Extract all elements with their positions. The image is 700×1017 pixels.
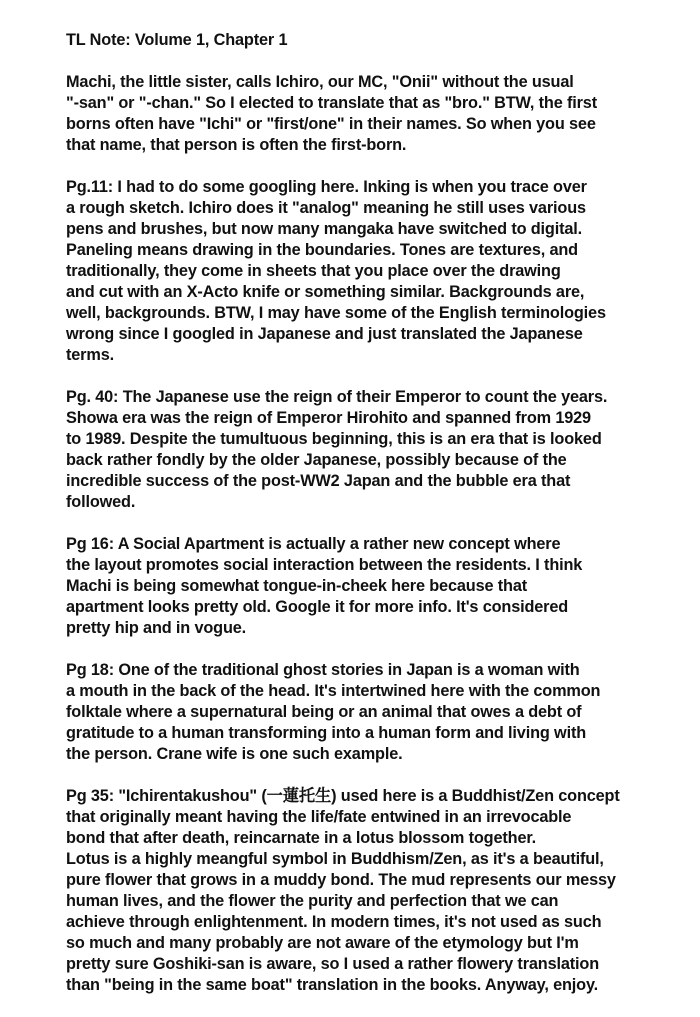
text-line: pens and brushes, but now many mangaka have switched to digital. (66, 220, 583, 238)
text-line: Paneling means drawing in the boundaries. Tones are textures, and (66, 241, 578, 259)
text-line: apartment looks pretty old. Google it for more info. It's considered (66, 598, 569, 616)
text-line: human lives, and the flower the purity and perfection that we can (66, 892, 559, 910)
text-line: terms. (66, 346, 114, 364)
text-line: pure flower that grows in a muddy bond. The mud represents our messy (66, 871, 616, 889)
note-paragraph-pg16 (66, 534, 686, 639)
text-line: well, backgrounds. BTW, I may have some of the English terminologies (66, 304, 606, 322)
text-line: Lotus is a highly meangful symbol in Buddhism/Zen, as it's a beautiful, (66, 850, 604, 868)
text-line: a mouth in the back of the head. It's intertwined here with the common (66, 682, 601, 700)
text-line: pretty hip and in vogue. (66, 619, 247, 637)
text-line: a rough sketch. Ichiro does it "analog" meaning he still uses various (66, 199, 586, 217)
text-line: to 1989. Despite the tumultuous beginning, this is an era that is looked (66, 430, 602, 448)
text-line: the layout promotes social interaction between the residents. I think (66, 556, 583, 574)
text-line: followed. (66, 493, 136, 511)
text-line: Pg 16: A Social Apartment is actually a rather new concept where (66, 535, 561, 553)
note-paragraph-pg35 (66, 786, 686, 996)
note-paragraph-pg11 (66, 177, 686, 366)
text-line: gratitude to a human transforming into a human form and living with (66, 724, 587, 742)
note-paragraph-pg40 (66, 387, 686, 513)
text-line: Pg 35: "Ichirentakushou" (一蓮托生) used here is a Buddhist/Zen concept (66, 787, 620, 805)
text-line: Machi, the little sister, calls Ichiro, our MC, "Onii" without the usual (66, 73, 574, 91)
note-paragraph-pg18 (66, 660, 686, 765)
text-line: so much and many probably are not aware of the etymology but I'm (66, 934, 579, 952)
text-line: Pg.11: I had to do some googling here. Inking is when you trace over (66, 178, 587, 196)
text-line: incredible success of the post-WW2 Japan and the bubble era that (66, 472, 571, 490)
tl-note-page (66, 30, 686, 1017)
page-title: TL Note: Volume 1, Chapter 1 (66, 31, 288, 49)
text-line: Machi is being somewhat tongue-in-cheek here because that (66, 577, 527, 595)
text-line: the person. Crane wife is one such example. (66, 745, 403, 763)
note-paragraph-intro (66, 72, 686, 156)
text-line: folktale where a supernatural being or an animal that owes a debt of (66, 703, 582, 721)
text-line: and cut with an X-Acto knife or something similar. Backgrounds are, (66, 283, 585, 301)
text-line: traditionally, they come in sheets that you place over the drawing (66, 262, 561, 280)
text-line: wrong since I googled in Japanese and just translated the Japanese (66, 325, 583, 343)
text-line: Showa era was the reign of Emperor Hirohito and spanned from 1929 (66, 409, 591, 427)
text-line: that originally meant having the life/fate entwined in an irrevocable (66, 808, 572, 826)
text-line: borns often have "Ichi" or "first/one" in their names. So when you see (66, 115, 596, 133)
text-line: pretty sure Goshiki-san is aware, so I used a rather flowery translation (66, 955, 599, 973)
text-line: achieve through enlightenment. In modern times, it's not used as such (66, 913, 602, 931)
text-line: back rather fondly by the older Japanese, possibly because of the (66, 451, 567, 469)
text-line: that name, that person is often the first-born. (66, 136, 407, 154)
text-line: than "being in the same boat" translation in the books. Anyway, enjoy. (66, 976, 599, 994)
text-line: Pg 18: One of the traditional ghost stories in Japan is a woman with (66, 661, 580, 679)
text-line: "-san" or "-chan." So I elected to translate that as "bro." BTW, the first (66, 94, 597, 112)
text-line: bond that after death, reincarnate in a lotus blossom together. (66, 829, 537, 847)
text-line: Pg. 40: The Japanese use the reign of their Emperor to count the years. (66, 388, 608, 406)
